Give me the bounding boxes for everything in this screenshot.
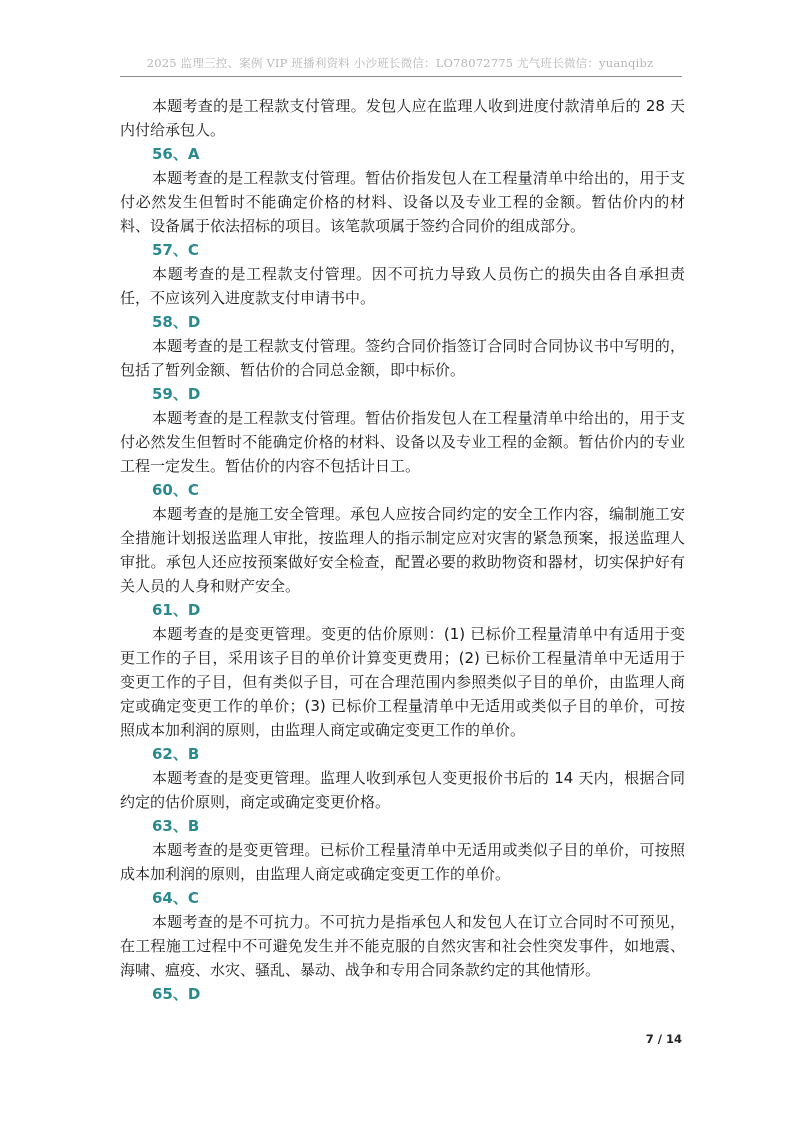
answer-heading: 56、A — [152, 145, 200, 163]
answer-heading: 60、C — [152, 481, 199, 499]
answer-heading: 64、C — [152, 889, 199, 907]
page-number: 7 / 14 — [645, 1032, 682, 1046]
header-divider — [120, 76, 682, 77]
explanation-paragraph: 本题考查的是变更管理。变更的估价原则：(1) 已标价工程量清单中有适用于变更工作的子目，采用该子目的单价计算变更费用；(2) 已标价工程量清单中无适用于变更工作的子目，但有类似子目，可在合理范围内参照类似子目的单价，由监理人商定或确定变更工作的单价；(3) 已标价工程量清单中无适用或类似子目的单价，可按照成本加利润的原则，由监理人商定或确定变更工作的单价。 — [120, 625, 685, 739]
answer-heading: 62、B — [152, 745, 200, 763]
explanation-paragraph: 本题考查的是变更管理。已标价工程量清单中无适用或类似子目的单价，可按照成本加利润的原则，由监理人商定或确定变更工作的单价。 — [120, 841, 685, 883]
explanation-paragraph: 本题考查的是变更管理。监理人收到承包人变更报价书后的 14 天内，根据合同约定的估价原则，商定或确定变更价格。 — [120, 769, 685, 811]
explanation-paragraph: 本题考查的是施工安全管理。承包人应按合同约定的安全工作内容，编制施工安全措施计划报送监理人审批，按监理人的指示制定应对灾害的紧急预案，报送监理人审批。承包人还应按预案做好安全检查，配置必要的救助物资和器材，切实保护好有关人员的人身和财产安全。 — [120, 505, 685, 595]
explanation-paragraph: 本题考查的是工程款支付管理。签约合同价指签订合同时合同协议书中写明的，包括了暂列金额、暂估价的合同总金额，即中标价。 — [120, 337, 685, 379]
answer-heading: 63、B — [152, 817, 200, 835]
answer-heading: 61、D — [152, 601, 201, 619]
answer-heading: 58、D — [152, 313, 201, 331]
explanation-paragraph: 本题考查的是工程款支付管理。暂估价指发包人在工程量清单中给出的，用于支付必然发生但暂时不能确定价格的材料、设备以及专业工程的金额。暂估价内的专业工程一定发生。暂估价的内容不包括计日工。 — [120, 409, 685, 475]
answer-heading: 59、D — [152, 385, 201, 403]
page-header: 2025 监理三控、案例 VIP 班播利资料 小沙班长微信：LO78072775 尤气班长微信：yuanqibz — [146, 56, 654, 70]
explanation-paragraph: 本题考查的是工程款支付管理。因不可抗力导致人员伤亡的损失由各自承担责任，不应该列入进度款支付申请书中。 — [120, 265, 685, 307]
answer-heading: 65、D — [152, 985, 201, 1003]
answer-heading: 57、C — [152, 241, 199, 259]
explanation-paragraph: 本题考查的是工程款支付管理。发包人应在监理人收到进度付款清单后的 28 天内付给承包人。 — [120, 97, 685, 139]
answer-explanations — [120, 94, 685, 1006]
explanation-paragraph: 本题考查的是工程款支付管理。暂估价指发包人在工程量清单中给出的，用于支付必然发生但暂时不能确定价格的材料、设备以及专业工程的金额。暂估价内的材料、设备属于依法招标的项目。该笔款项属于签约合同价的组成部分。 — [120, 169, 685, 235]
explanation-paragraph: 本题考查的是不可抗力。不可抗力是指承包人和发包人在订立合同时不可预见，在工程施工过程中不可避免发生并不能克服的自然灾害和社会性突发事件，如地震、海啸、瘟疫、水灾、骚乱、暴动、战争和专用合同条款约定的其他情形。 — [120, 913, 685, 979]
